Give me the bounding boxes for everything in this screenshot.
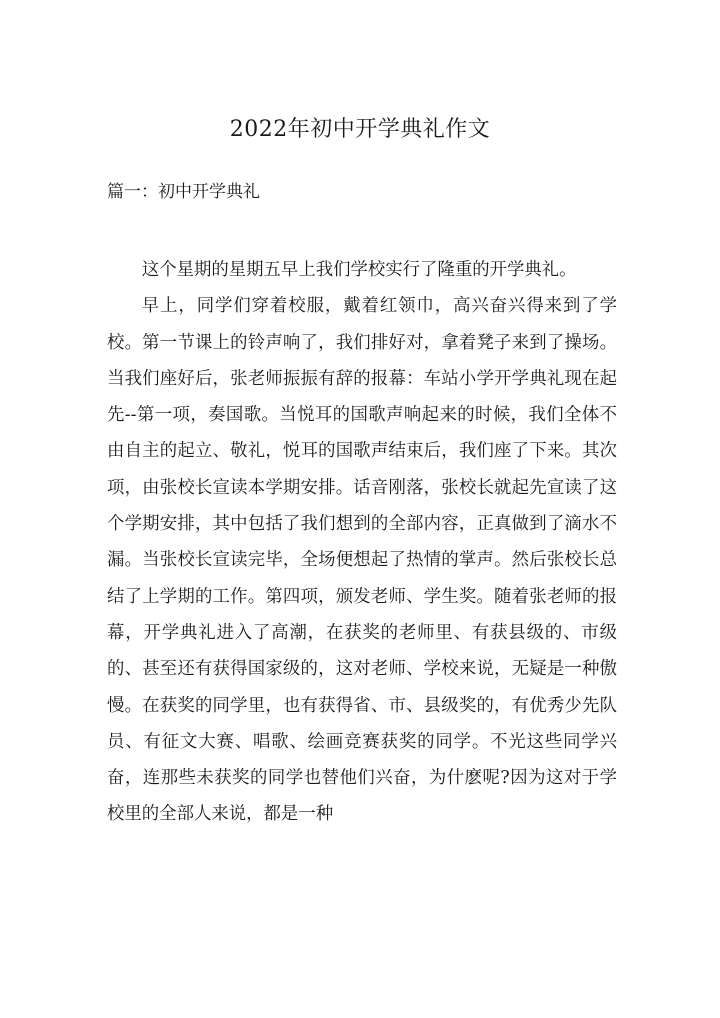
document-title: 2022年初中开学典礼作文 (229, 117, 491, 142)
document-body (107, 252, 617, 833)
body-paragraph: 这个星期的星期五早上我们学校实行了隆重的开学典礼。 (141, 260, 577, 280)
body-paragraph: 早上，同学们穿着校服，戴着红领巾，高兴奋兴得来到了学校。第一节课上的铃声响了，我们排好对，拿着凳子来到了操场。当我们座好后，张老师振振有辞的报幕：车站小学开学典礼现在起先--第一项，奏国歌。当悦耳的国歌声响起来的时候，我们全体不由自主的起立、敬礼，悦耳的国歌声结束后，我们座了下来。其次项，由张校长宣读本学期安排。话音刚落，张校长就起先宣读了这个学期安排，其中包括了我们想到的全部内容，正真做到了滴水不漏。当张校长宣读完毕，全场便想起了热情的掌声。然后张校长总结了上学期的工作。第四项，颁发老师、学生奖。随着张老师的报幕，开学典礼进入了高潮，在获奖的老师里、有获县级的、市级的、甚至还有获得国家级的，这对老师、学校来说，无疑是一种傲慢。在获奖的同学里，也有获得省、市、县级奖的，有优秀少先队员、有征文大赛、唱歌、绘画竞赛获奖的同学。不光这些同学兴奋，连那些未获奖的同学也替他们兴奋，为什麽呢?因为这对于学校里的全部人来说，都是一种 (107, 296, 617, 825)
section-heading: 篇一：初中开学典礼 (107, 182, 260, 202)
